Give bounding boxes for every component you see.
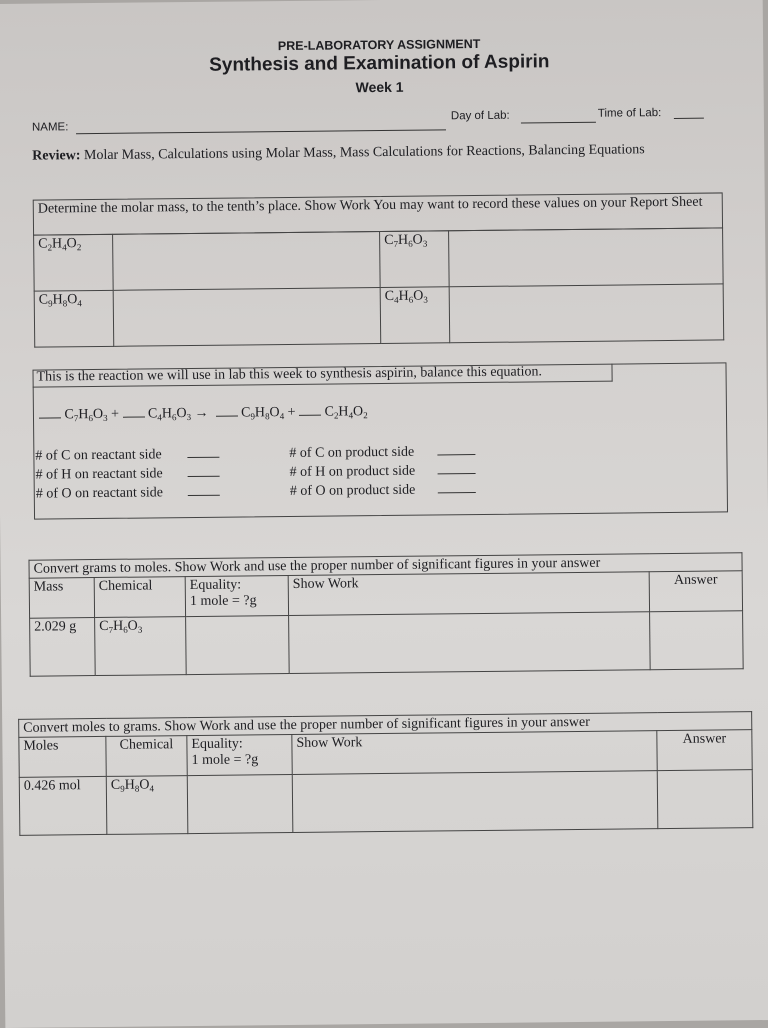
formula-subscript: 4 bbox=[348, 410, 354, 421]
formula-subscript: 2 bbox=[76, 242, 82, 253]
formula-element: H bbox=[124, 777, 135, 793]
chemical-formula bbox=[148, 406, 191, 421]
chemical-formula bbox=[384, 233, 427, 248]
grams-to-moles-table bbox=[28, 552, 743, 676]
col-chemical: Chemical bbox=[106, 736, 187, 777]
col-mass: Mass bbox=[29, 578, 94, 619]
formula-element: O bbox=[352, 404, 364, 420]
formula-subscript: 3 bbox=[137, 624, 143, 635]
work-cell[interactable] bbox=[289, 612, 651, 674]
formula-subscript: 7 bbox=[108, 624, 114, 635]
work-cell[interactable] bbox=[113, 232, 381, 291]
formula-element: H bbox=[254, 405, 266, 421]
formula-subscript: 8 bbox=[62, 298, 68, 309]
col-show-work: Show Work bbox=[292, 731, 657, 775]
formula-subscript: 7 bbox=[73, 413, 79, 424]
formula-element: H bbox=[51, 236, 63, 252]
mass-value: 2.029 g bbox=[30, 618, 96, 677]
count-blank[interactable] bbox=[438, 473, 476, 474]
formula-subscript: 3 bbox=[186, 412, 192, 423]
moles-to-grams-instruction: Convert moles to grams. Show Work and use the proper number of significant figures in your answer bbox=[19, 712, 752, 738]
formula-element: O bbox=[269, 405, 280, 421]
grams-to-moles-instruction: Convert grams to moles. Show Work and use the proper number of significant figures in your answer bbox=[29, 553, 742, 578]
formula-element: H bbox=[52, 292, 63, 308]
coefficient-blank[interactable] bbox=[299, 415, 321, 416]
formula-element: C bbox=[38, 236, 48, 252]
work-cell[interactable] bbox=[292, 771, 658, 833]
col-chemical: Chemical bbox=[94, 577, 185, 618]
reactant-counts: # of C on reactant side # of H on reactant side # of O on reactant side bbox=[35, 445, 220, 504]
reaction-equation: $C_7H_6O_3 + C_4H_6O_3$ → $C_9H_8O_4 + C_2H_4O_2$ bbox=[39, 404, 368, 423]
col-answer: Answer bbox=[649, 571, 742, 612]
coefficient-blank[interactable] bbox=[122, 417, 144, 418]
name-label: NAME: bbox=[31, 121, 69, 134]
count-blank[interactable] bbox=[188, 495, 220, 496]
molar-mass-instruction: Determine the molar mass, to the tenth’s place. Show Work You may want to record these values on your Report Sheet bbox=[33, 192, 723, 235]
work-cell[interactable] bbox=[449, 228, 724, 287]
review-section bbox=[32, 140, 692, 167]
count-blank[interactable] bbox=[438, 492, 476, 493]
formula-subscript: 4 bbox=[149, 783, 155, 794]
equality-cell[interactable] bbox=[187, 774, 293, 833]
formula-element: O bbox=[412, 232, 423, 248]
week-label: Week 1 bbox=[355, 78, 404, 96]
formula-element: H bbox=[398, 288, 409, 304]
coefficient-blank[interactable] bbox=[39, 417, 61, 418]
formula-subscript: 7 bbox=[393, 238, 399, 249]
formula-subscript: 2 bbox=[47, 242, 53, 253]
formula-element: O bbox=[139, 777, 150, 793]
answer-cell[interactable] bbox=[650, 611, 744, 670]
col-show-work: Show Work bbox=[288, 572, 649, 616]
chemical-formula bbox=[324, 404, 367, 419]
day-of-lab-label: Day of Lab: bbox=[450, 109, 510, 123]
chemical-formula bbox=[241, 405, 284, 420]
formula-element: C bbox=[147, 406, 158, 422]
review-text: Molar Mass, Calculations using Molar Mass, Mass Calculations for Reactions, Balancing Equations bbox=[83, 142, 645, 164]
compound-cell bbox=[380, 287, 450, 344]
count-blank[interactable] bbox=[187, 457, 219, 458]
formula-subscript: 4 bbox=[279, 411, 285, 422]
formula-subscript: 6 bbox=[408, 294, 414, 305]
formula-subscript: 9 bbox=[48, 298, 53, 309]
formula-subscript: 2 bbox=[363, 410, 368, 421]
reaction-arrow: → bbox=[194, 405, 209, 421]
formula-element: C bbox=[384, 232, 394, 248]
review-label: Review: bbox=[32, 148, 81, 164]
formula-element: C bbox=[240, 405, 251, 421]
formula-subscript: 3 bbox=[423, 294, 428, 305]
formula-element: H bbox=[78, 407, 89, 423]
compound-cell bbox=[34, 234, 114, 291]
chemical-formula bbox=[99, 619, 142, 634]
formula-subscript: 6 bbox=[88, 413, 94, 424]
reaction-instruction: This is the reaction we will use in lab this week to synthesis aspirin, balance this equation. bbox=[32, 364, 612, 388]
formula-element: C bbox=[99, 618, 109, 634]
formula-subscript: 6 bbox=[123, 624, 128, 635]
moles-value: 0.426 mol bbox=[19, 776, 107, 835]
coefficient-blank[interactable] bbox=[216, 416, 238, 417]
compound-cell bbox=[34, 290, 114, 347]
formula-subscript: 4 bbox=[77, 298, 82, 309]
name-field[interactable] bbox=[76, 129, 446, 134]
count-blank[interactable] bbox=[437, 454, 475, 455]
formula-element: C bbox=[110, 777, 121, 793]
equality-cell[interactable] bbox=[186, 616, 290, 675]
chemical-formula bbox=[38, 236, 81, 251]
formula-element: O bbox=[413, 288, 424, 304]
work-cell[interactable] bbox=[449, 284, 724, 343]
chemical-value bbox=[95, 617, 187, 676]
formula-element: C bbox=[324, 404, 334, 420]
formula-subscript: 3 bbox=[422, 238, 428, 249]
product-counts: # of C on product side # of H on product side # of O on product side bbox=[289, 442, 476, 501]
formula-subscript: 4 bbox=[62, 242, 67, 253]
formula-element: O bbox=[176, 406, 187, 422]
formula-element: O bbox=[67, 292, 78, 308]
col-equality: Equality: 1 mole = ?g bbox=[187, 734, 292, 775]
time-of-lab-label: Time of Lab: bbox=[597, 107, 662, 120]
work-cell[interactable] bbox=[113, 288, 381, 347]
day-of-lab-field[interactable] bbox=[521, 122, 596, 124]
formula-subscript: 2 bbox=[333, 410, 339, 421]
formula-element: H bbox=[161, 406, 173, 422]
time-of-lab-field[interactable] bbox=[674, 118, 704, 119]
molar-mass-table bbox=[33, 227, 724, 347]
chemical-formula bbox=[385, 289, 428, 304]
col-answer: Answer bbox=[657, 730, 752, 771]
moles-to-grams-table bbox=[18, 711, 753, 836]
col-equality: Equality: 1 mole = ?g bbox=[185, 576, 288, 617]
formula-element: O bbox=[66, 236, 77, 252]
formula-element: C bbox=[38, 292, 49, 308]
formula-subscript: 3 bbox=[103, 412, 108, 423]
formula-subscript: 8 bbox=[265, 411, 270, 422]
formula-subscript: 9 bbox=[120, 783, 125, 794]
formula-subscript: 9 bbox=[250, 411, 255, 422]
formula-subscript: 6 bbox=[408, 238, 413, 249]
formula-element: O bbox=[127, 618, 138, 634]
formula-subscript: 4 bbox=[157, 412, 162, 423]
col-moles: Moles bbox=[19, 736, 106, 777]
answer-cell[interactable] bbox=[657, 770, 753, 829]
chemical-formula bbox=[39, 292, 82, 307]
chemical-formula bbox=[111, 777, 154, 792]
count-blank[interactable] bbox=[188, 476, 220, 477]
formula-element: O bbox=[92, 406, 104, 423]
formula-element: H bbox=[112, 618, 124, 634]
formula-element: H bbox=[397, 232, 409, 248]
page-title: Synthesis and Examination of Aspirin bbox=[209, 51, 550, 76]
formula-element: C bbox=[64, 407, 74, 423]
chemical-value bbox=[106, 776, 188, 835]
formula-subscript: 4 bbox=[394, 294, 399, 305]
formula-element: C bbox=[384, 288, 395, 304]
assignment-label: PRE-LABORATORY ASSIGNMENT bbox=[277, 36, 481, 54]
compound-cell bbox=[380, 231, 450, 288]
formula-element: H bbox=[338, 404, 349, 420]
formula-subscript: 8 bbox=[134, 783, 140, 794]
chemical-formula bbox=[64, 407, 107, 422]
formula-subscript: 6 bbox=[171, 412, 177, 423]
